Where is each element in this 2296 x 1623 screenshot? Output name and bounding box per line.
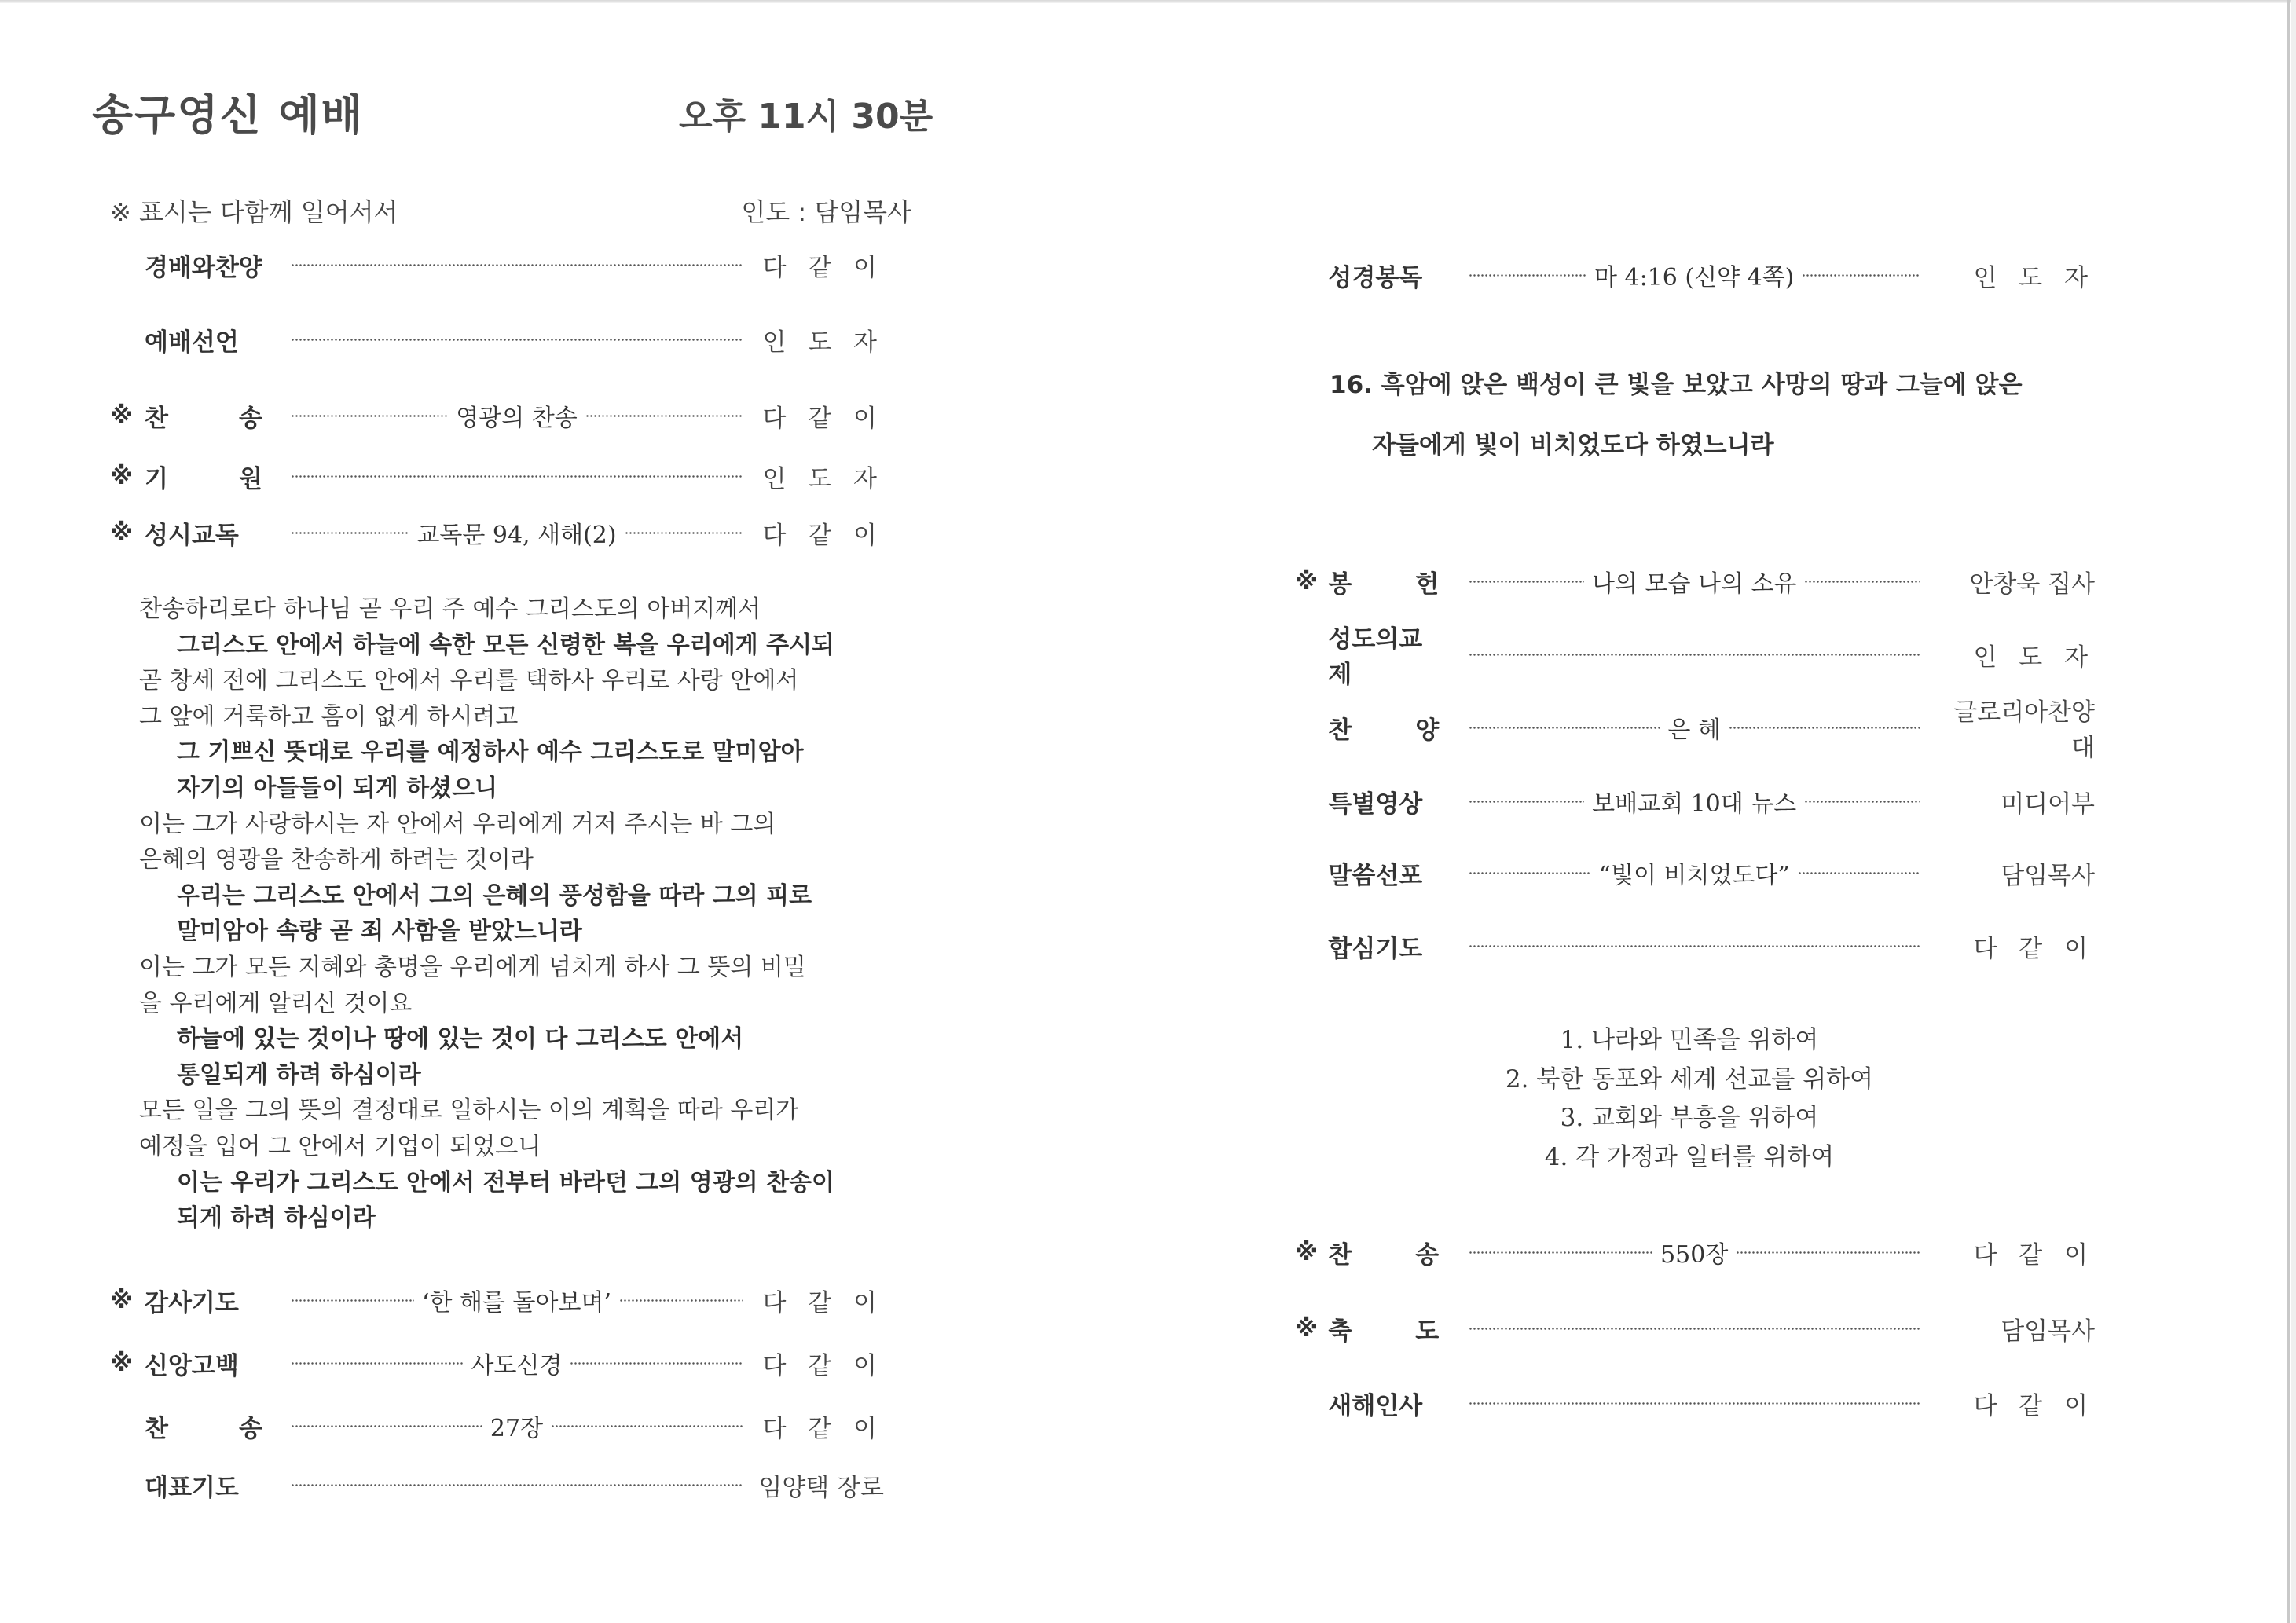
dot-leader	[1469, 564, 1920, 599]
item-performer: 임양택 장로	[758, 1473, 884, 1502]
item-label: 말씀선포	[1328, 861, 1423, 890]
dot-leader	[1469, 855, 1920, 890]
prayer-topics-list	[1336, 1021, 2043, 1177]
item-label: 성경봉독	[1328, 263, 1423, 292]
responsive-reading	[139, 592, 925, 1236]
prayer-topic: 2. 북한 동포와 세계 선교를 위하여	[1505, 1064, 1874, 1094]
dot-leader	[1469, 654, 1920, 656]
order-item	[1295, 925, 2095, 966]
service-leader: 인도 : 담임목사	[741, 197, 911, 227]
item-label: 감사기도	[145, 1288, 239, 1317]
scripture-reference: 마 4:16 (신약 4쪽)	[1594, 264, 1795, 291]
scan-edge-right-shadow	[2291, 0, 2296, 1623]
item-label: 봉 헌	[1328, 570, 1440, 599]
item-detail: 550장	[1660, 1241, 1729, 1269]
item-performer: 인 도 자	[1973, 643, 2096, 672]
order-item	[110, 244, 915, 285]
standing-mark: ※	[110, 518, 134, 547]
reading-line-leader: 을 우리에게 알리신 것이요	[139, 989, 413, 1017]
item-performer: 다 같 이	[1973, 934, 2096, 963]
reading-line-congregation: 이는 우리가 그리스도 안에서 전부터 바라던 그의 영광의 찬송이	[177, 1168, 835, 1196]
order-item	[110, 395, 915, 436]
item-detail: 은 혜	[1667, 716, 1721, 744]
order-item	[1295, 852, 2095, 893]
item-performer: 다 같 이	[762, 1414, 884, 1443]
dot-leader	[291, 1346, 743, 1380]
service-time: 오후 11시 30분	[679, 97, 933, 137]
item-detail: 27장	[490, 1415, 544, 1442]
scan-edge-right	[2287, 0, 2290, 1623]
item-performer: 담임목사	[2001, 861, 2096, 890]
item-detail: 사도신경	[471, 1352, 563, 1379]
order-item	[110, 1405, 915, 1446]
order-item	[1295, 625, 2096, 689]
order-item	[1295, 1308, 2095, 1349]
item-label: 찬 양	[1328, 716, 1440, 745]
item-detail: 교독문 94, 새해(2)	[416, 522, 617, 549]
reading-line-congregation: 하늘에 있는 것이나 땅에 있는 것이 다 그리스도 안에서	[177, 1025, 744, 1053]
dot-leader	[291, 264, 743, 266]
reading-line-leader: 은혜의 영광을 찬송하게 하려는 것이라	[139, 846, 534, 874]
order-item	[110, 319, 915, 360]
order-item	[110, 1464, 915, 1505]
dot-leader	[1469, 710, 1920, 745]
order-item	[110, 1343, 915, 1383]
reading-line-congregation: 우리는 그리스도 안에서 그의 은혜의 풍성함을 따라 그의 피로	[177, 881, 812, 910]
item-label: 새해인사	[1328, 1391, 1423, 1420]
reading-line-leader: 모든 일을 그의 뜻의 결정대로 일하시는 이의 계획을 따라 우리가	[139, 1097, 799, 1125]
dot-leader	[291, 1283, 743, 1317]
item-label: 경배와찬양	[145, 253, 262, 282]
prayer-topic: 4. 각 가정과 일터를 위하여	[1544, 1142, 1835, 1171]
item-label: 찬 송	[1328, 1240, 1440, 1269]
order-item	[110, 1280, 915, 1321]
reading-line-leader: 이는 그가 사랑하시는 자 안에서 우리에게 거저 주시는 바 그의	[139, 810, 776, 838]
order-item	[1295, 1232, 2095, 1273]
standing-mark: ※	[110, 401, 134, 430]
item-label: 신앙고백	[145, 1351, 239, 1380]
item-performer: 다 같 이	[762, 253, 884, 282]
item-performer: 담임목사	[2001, 1317, 2096, 1346]
prayer-topic: 3. 교회와 부흥을 위하여	[1560, 1104, 1819, 1132]
dot-leader	[291, 515, 743, 550]
reading-line-leader: 예정을 입어 그 안에서 기업이 되었으니	[139, 1132, 541, 1160]
reading-line-congregation: 그리스도 안에서 하늘에 속한 모든 신령한 복을 우리에게 주시되	[177, 631, 835, 659]
standing-mark: ※	[1295, 567, 1319, 595]
item-detail: 나의 모습 나의 소유	[1591, 570, 1797, 598]
standing-mark: ※	[110, 462, 134, 490]
item-detail: 보배교회 10대 뉴스	[1592, 790, 1797, 818]
item-label: 합심기도	[1328, 934, 1423, 963]
item-label: 예배선언	[145, 328, 239, 357]
item-label: 대표기도	[145, 1473, 239, 1502]
reading-line-congregation: 통일되게 하려 하심이라	[177, 1061, 421, 1089]
scripture-verse-line-1: 16. 흑암에 앉은 백성이 큰 빛을 보았고 사망의 땅과 그늘에 앉은	[1330, 371, 2023, 399]
item-label: 찬 송	[145, 1414, 262, 1443]
scan-edge-top	[0, 0, 2296, 3]
reading-line-congregation: 자기의 아들들이 되게 하셨으니	[177, 774, 498, 802]
item-performer: 다 같 이	[762, 1288, 884, 1317]
dot-leader	[1469, 258, 1920, 292]
order-item	[110, 512, 915, 553]
standing-mark: ※	[110, 1349, 134, 1377]
item-performer: 글로리아찬양대	[1953, 698, 2096, 762]
standing-mark: ※	[1295, 1238, 1319, 1266]
dot-leader	[1469, 1235, 1920, 1269]
dot-leader	[1469, 784, 1920, 819]
order-item	[1295, 698, 2096, 762]
order-item	[1295, 781, 2095, 822]
dot-leader	[291, 1484, 743, 1486]
standing-notice: ※ 표시는 다함께 일어서서	[110, 197, 398, 227]
reading-line-congregation: 말미암아 속량 곧 죄 사함을 받았느니라	[177, 918, 582, 946]
order-item	[1295, 561, 2095, 602]
item-detail: ‘한 해를 돌아보며’	[422, 1289, 612, 1317]
item-label: 기 원	[145, 464, 262, 493]
prayer-topic: 1. 나라와 민족을 위하여	[1560, 1026, 1819, 1054]
dot-leader	[291, 1409, 743, 1443]
standing-mark: ※	[1295, 1314, 1319, 1343]
order-item-scripture-reading	[1295, 255, 2095, 295]
dot-leader	[1469, 1328, 1920, 1330]
order-item	[1295, 1383, 2095, 1423]
item-label: 축 도	[1328, 1317, 1440, 1346]
item-label: 찬 송	[145, 404, 262, 433]
item-performer: 다 같 이	[762, 521, 884, 550]
reading-line-congregation: 그 기쁘신 뜻대로 우리를 예정하사 예수 그리스도로 말미암아	[177, 738, 804, 767]
item-label: 특별영상	[1328, 790, 1423, 819]
item-performer: 다 같 이	[762, 404, 884, 433]
reading-line-leader: 곧 창세 전에 그리스도 안에서 우리를 택하사 우리로 사랑 안에서	[139, 667, 799, 695]
dot-leader	[291, 398, 743, 433]
dot-leader	[1469, 945, 1920, 947]
order-item	[110, 456, 915, 496]
reading-line-leader: 이는 그가 모든 지혜와 총명을 우리에게 넘치게 하사 그 뜻의 비밀	[139, 953, 806, 981]
reading-line-congregation: 되게 하려 하심이라	[177, 1204, 376, 1233]
item-performer: 인 도 자	[1973, 263, 2096, 292]
item-performer: 인 도 자	[762, 464, 884, 493]
item-detail: 영광의 찬송	[456, 405, 578, 432]
dot-leader	[1469, 1402, 1920, 1405]
dot-leader	[291, 475, 743, 478]
item-performer: 다 같 이	[762, 1351, 884, 1380]
standing-mark: ※	[110, 1286, 134, 1314]
reading-line-leader: 찬송하리로다 하나님 곧 우리 주 예수 그리스도의 아버지께서	[139, 595, 761, 623]
item-performer: 안창욱 집사	[1969, 570, 2096, 599]
item-performer: 미디어부	[2001, 790, 2096, 819]
dot-leader	[291, 339, 743, 341]
item-performer: 다 같 이	[1973, 1391, 2096, 1420]
item-detail: “빛이 비치었도다”	[1598, 862, 1790, 889]
item-label: 성도의교제	[1328, 625, 1423, 689]
scripture-verse-line-2: 자들에게 빛이 비치었도다 하였느니라	[1372, 431, 1774, 460]
item-label: 성시교독	[145, 521, 239, 550]
reading-line-leader: 그 앞에 거룩하고 흠이 없게 하시려고	[139, 702, 519, 731]
item-performer: 다 같 이	[1973, 1240, 2096, 1269]
item-performer: 인 도 자	[762, 328, 884, 357]
page-title: 송구영신 예배	[92, 90, 364, 140]
